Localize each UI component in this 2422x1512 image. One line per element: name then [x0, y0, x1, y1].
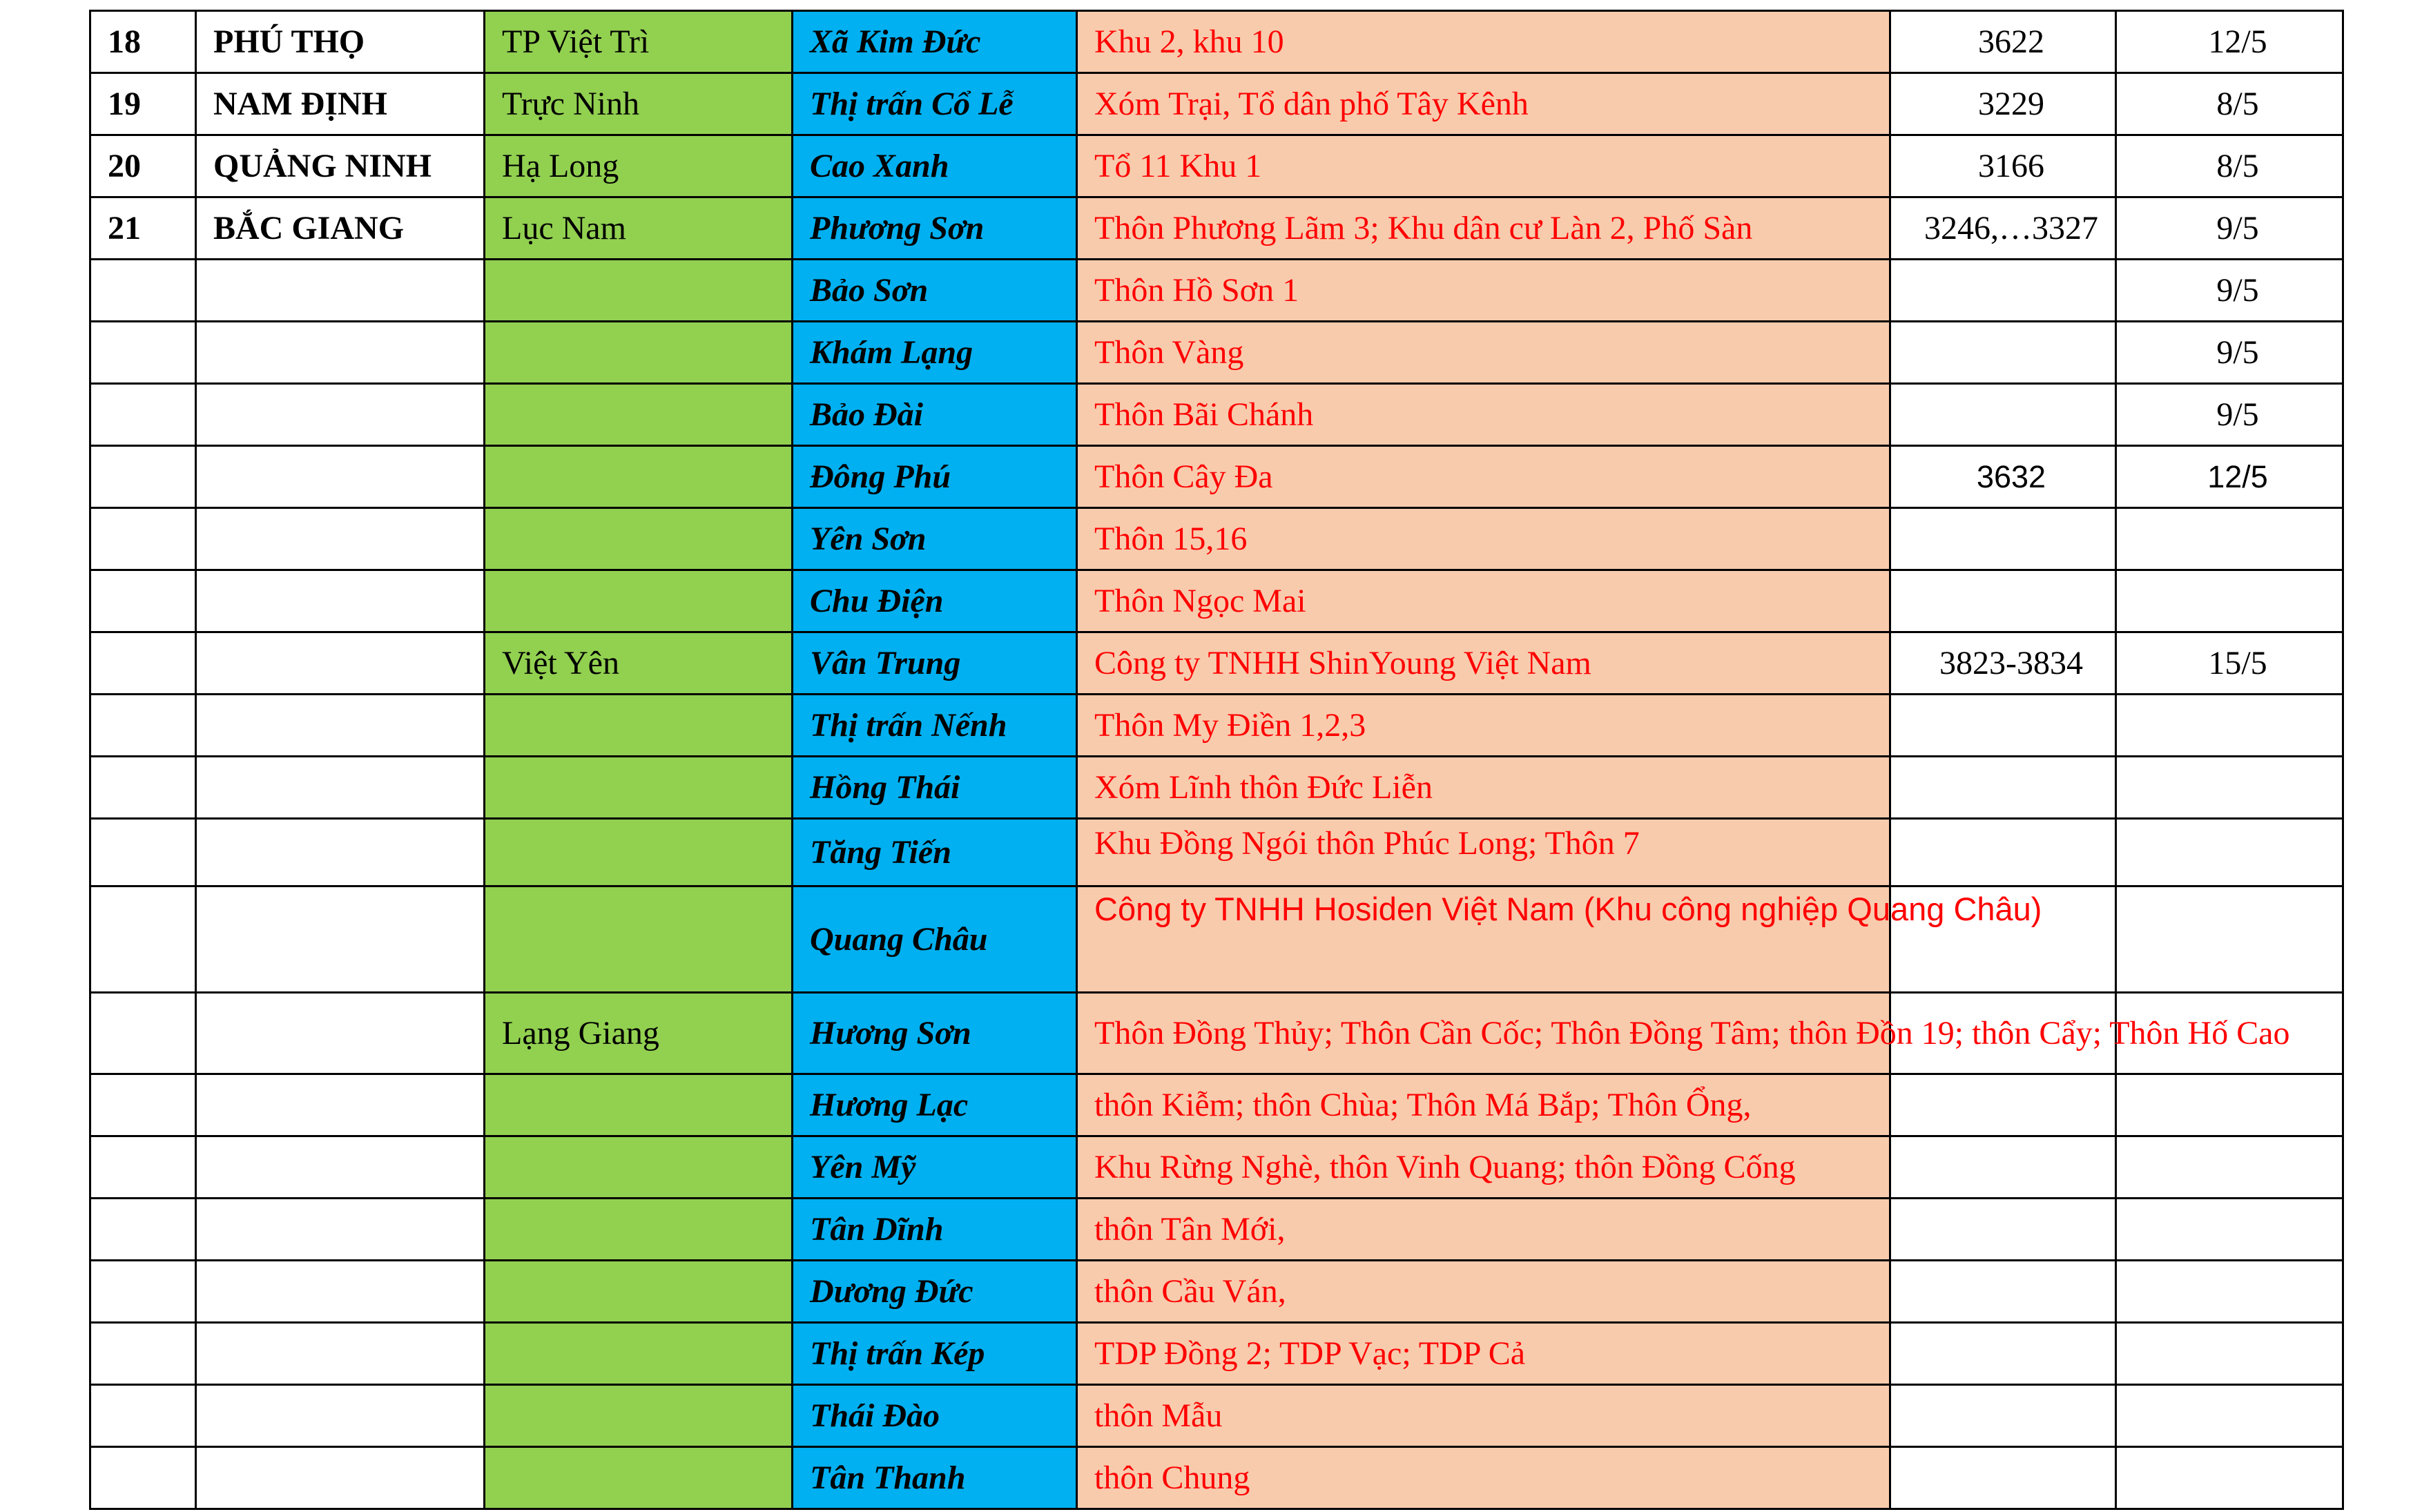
case-number-cell: 3632 — [1890, 446, 2116, 508]
date-cell — [2116, 1074, 2343, 1136]
area-cell: thôn Mẫu — [1077, 1385, 1890, 1447]
case-number-cell — [1890, 570, 2116, 632]
table-row — [90, 508, 2343, 570]
case-number-cell — [1890, 1136, 2116, 1199]
row-number — [90, 260, 196, 322]
district-cell: Việt Yên — [485, 632, 793, 695]
outbreak-locations-table — [89, 10, 2344, 1510]
province-cell — [196, 384, 485, 446]
province-cell — [196, 886, 485, 993]
district-cell: Trực Ninh — [485, 73, 793, 135]
table-row — [90, 632, 2343, 695]
province-cell: BẮC GIANG — [196, 197, 485, 260]
row-number — [90, 886, 196, 993]
district-cell: TP Việt Trì — [485, 11, 793, 73]
row-number: 18 — [90, 11, 196, 73]
district-cell — [485, 1074, 793, 1136]
area-cell: Thôn Đồng Thủy; Thôn Cần Cốc; Thôn Đồng Tâm; thôn Đồn 19; thôn Cẩy; Thôn Hố Cao — [1077, 993, 1890, 1074]
commune-cell: Thị trấn Nếnh — [793, 695, 1077, 757]
row-number: 21 — [90, 197, 196, 260]
commune-cell: Hồng Thái — [793, 757, 1077, 819]
table-row — [90, 1261, 2343, 1323]
area-cell: Khu Rừng Nghè, thôn Vinh Quang; thôn Đồng Cống — [1077, 1136, 1890, 1199]
date-cell — [2116, 819, 2343, 886]
area-cell: Xóm Trại, Tổ dân phố Tây Kênh — [1077, 73, 1890, 135]
case-number-cell — [1890, 260, 2116, 322]
commune-cell: Bảo Đài — [793, 384, 1077, 446]
area-cell: Xóm Lĩnh thôn Đức Liễn — [1077, 757, 1890, 819]
row-number — [90, 384, 196, 446]
district-cell — [485, 1323, 793, 1385]
table-row — [90, 384, 2343, 446]
case-number-cell: 3622 — [1890, 11, 2116, 73]
commune-cell: Dương Đức — [793, 1261, 1077, 1323]
area-cell: Khu 2, khu 10 — [1077, 11, 1890, 73]
area-cell: Thôn Cây Đa — [1077, 446, 1890, 508]
district-cell — [485, 508, 793, 570]
case-number-cell — [1890, 1074, 2116, 1136]
case-number-cell: 3166 — [1890, 135, 2116, 197]
area-cell: Thôn My Điền 1,2,3 — [1077, 695, 1890, 757]
area-cell: thôn Cầu Ván, — [1077, 1261, 1890, 1323]
table-row — [90, 322, 2343, 384]
row-number — [90, 446, 196, 508]
area-cell: Thôn 15,16 — [1077, 508, 1890, 570]
date-cell: 9/5 — [2116, 322, 2343, 384]
row-number — [90, 632, 196, 695]
area-cell: thôn Kiễm; thôn Chùa; Thôn Má Bắp; Thôn Ổng, — [1077, 1074, 1890, 1136]
district-cell — [485, 1199, 793, 1261]
row-number: 20 — [90, 135, 196, 197]
date-cell — [2116, 1385, 2343, 1447]
table-row — [90, 1447, 2343, 1509]
area-cell: thôn Tân Mới, — [1077, 1199, 1890, 1261]
date-cell: 8/5 — [2116, 73, 2343, 135]
row-number — [90, 322, 196, 384]
case-number-cell — [1890, 322, 2116, 384]
province-cell — [196, 446, 485, 508]
commune-cell: Hương Sơn — [793, 993, 1077, 1074]
case-number-cell — [1890, 695, 2116, 757]
case-number-cell — [1890, 384, 2116, 446]
district-cell: Lục Nam — [485, 197, 793, 260]
commune-cell: Phương Sơn — [793, 197, 1077, 260]
province-cell: NAM ĐỊNH — [196, 73, 485, 135]
district-cell: Hạ Long — [485, 135, 793, 197]
commune-cell: Cao Xanh — [793, 135, 1077, 197]
table-row — [90, 819, 2343, 886]
district-cell — [485, 384, 793, 446]
row-number — [90, 1447, 196, 1509]
district-cell — [485, 695, 793, 757]
district-cell — [485, 1385, 793, 1447]
province-cell — [196, 1199, 485, 1261]
commune-cell: Chu Điện — [793, 570, 1077, 632]
table-row — [90, 135, 2343, 197]
province-cell — [196, 508, 485, 570]
row-number — [90, 1199, 196, 1261]
row-number — [90, 695, 196, 757]
table-row — [90, 570, 2343, 632]
row-number — [90, 508, 196, 570]
area-cell: Tổ 11 Khu 1 — [1077, 135, 1890, 197]
commune-cell: Thị trấn Kép — [793, 1323, 1077, 1385]
row-number — [90, 1261, 196, 1323]
commune-cell: Khám Lạng — [793, 322, 1077, 384]
table-row — [90, 197, 2343, 260]
district-cell — [485, 322, 793, 384]
table-row — [90, 73, 2343, 135]
case-number-cell — [1890, 1261, 2116, 1323]
province-cell — [196, 322, 485, 384]
commune-cell: Xã Kim Đức — [793, 11, 1077, 73]
date-cell — [2116, 1323, 2343, 1385]
province-cell — [196, 993, 485, 1074]
row-number — [90, 570, 196, 632]
case-number-cell: 3246,…3327 — [1890, 197, 2116, 260]
area-cell: Công ty TNHH Hosiden Việt Nam (Khu công nghiệp Quang Châu) — [1077, 886, 1890, 993]
case-number-cell — [1890, 1199, 2116, 1261]
case-number-cell — [1890, 757, 2116, 819]
area-cell: Thôn Bãi Chánh — [1077, 384, 1890, 446]
province-cell — [196, 757, 485, 819]
province-cell — [196, 1447, 485, 1509]
commune-cell: Thị trấn Cổ Lễ — [793, 73, 1077, 135]
date-cell: 9/5 — [2116, 384, 2343, 446]
district-cell — [485, 757, 793, 819]
province-cell — [196, 1074, 485, 1136]
area-cell: Thôn Phương Lãm 3; Khu dân cư Làn 2, Phố Sàn — [1077, 197, 1890, 260]
row-number — [90, 1385, 196, 1447]
province-cell: PHÚ THỌ — [196, 11, 485, 73]
date-cell: 15/5 — [2116, 632, 2343, 695]
province-cell — [196, 695, 485, 757]
district-cell — [485, 1447, 793, 1509]
commune-cell: Quang Châu — [793, 886, 1077, 993]
date-cell: 12/5 — [2116, 446, 2343, 508]
commune-cell: Đông Phú — [793, 446, 1077, 508]
date-cell — [2116, 1261, 2343, 1323]
area-cell: Thôn Hồ Sơn 1 — [1077, 260, 1890, 322]
table-row — [90, 886, 2343, 993]
district-cell — [485, 886, 793, 993]
commune-cell: Tân Dĩnh — [793, 1199, 1077, 1261]
row-number — [90, 1323, 196, 1385]
date-cell: 12/5 — [2116, 11, 2343, 73]
table-row — [90, 1136, 2343, 1199]
table-row — [90, 11, 2343, 73]
table-row — [90, 1385, 2343, 1447]
table-row — [90, 1199, 2343, 1261]
area-cell: Thôn Vàng — [1077, 322, 1890, 384]
date-cell — [2116, 886, 2343, 993]
area-cell: Thôn Ngọc Mai — [1077, 570, 1890, 632]
row-number — [90, 1136, 196, 1199]
case-number-cell: 3823-3834 — [1890, 632, 2116, 695]
row-number — [90, 757, 196, 819]
date-cell — [2116, 1199, 2343, 1261]
commune-cell: Yên Mỹ — [793, 1136, 1077, 1199]
row-number: 19 — [90, 73, 196, 135]
row-number — [90, 819, 196, 886]
commune-cell: Vân Trung — [793, 632, 1077, 695]
area-cell: Công ty TNHH ShinYoung Việt Nam — [1077, 632, 1890, 695]
row-number — [90, 993, 196, 1074]
district-cell — [485, 1261, 793, 1323]
date-cell — [2116, 695, 2343, 757]
province-cell: QUẢNG NINH — [196, 135, 485, 197]
table-row — [90, 695, 2343, 757]
province-cell — [196, 570, 485, 632]
province-cell — [196, 1261, 485, 1323]
commune-cell: Bảo Sơn — [793, 260, 1077, 322]
case-number-cell — [1890, 1385, 2116, 1447]
date-cell — [2116, 1136, 2343, 1199]
case-number-cell — [1890, 819, 2116, 886]
table-row — [90, 993, 2343, 1074]
area-cell: thôn Chung — [1077, 1447, 1890, 1509]
province-cell — [196, 1136, 485, 1199]
date-cell — [2116, 570, 2343, 632]
date-cell: 9/5 — [2116, 197, 2343, 260]
date-cell: 9/5 — [2116, 260, 2343, 322]
district-cell: Lạng Giang — [485, 993, 793, 1074]
table-row — [90, 757, 2343, 819]
date-cell — [2116, 1447, 2343, 1509]
commune-cell: Hương Lạc — [793, 1074, 1077, 1136]
table-row — [90, 446, 2343, 508]
date-cell: 8/5 — [2116, 135, 2343, 197]
commune-cell: Yên Sơn — [793, 508, 1077, 570]
table-row — [90, 260, 2343, 322]
case-number-cell: 3229 — [1890, 73, 2116, 135]
province-cell — [196, 1323, 485, 1385]
province-cell — [196, 260, 485, 322]
area-cell: Khu Đồng Ngói thôn Phúc Long; Thôn 7 — [1077, 819, 1890, 886]
area-cell: TDP Đồng 2; TDP Vạc; TDP Cả — [1077, 1323, 1890, 1385]
district-cell — [485, 1136, 793, 1199]
commune-cell: Thái Đào — [793, 1385, 1077, 1447]
date-cell — [2116, 757, 2343, 819]
province-cell — [196, 819, 485, 886]
commune-cell: Tân Thanh — [793, 1447, 1077, 1509]
case-number-cell — [1890, 1447, 2116, 1509]
district-cell — [485, 260, 793, 322]
district-cell — [485, 446, 793, 508]
table-row — [90, 1323, 2343, 1385]
province-cell — [196, 1385, 485, 1447]
case-number-cell — [1890, 1323, 2116, 1385]
case-number-cell — [1890, 508, 2116, 570]
district-cell — [485, 570, 793, 632]
date-cell — [2116, 508, 2343, 570]
table-row — [90, 1074, 2343, 1136]
district-cell — [485, 819, 793, 886]
row-number — [90, 1074, 196, 1136]
province-cell — [196, 632, 485, 695]
commune-cell: Tăng Tiến — [793, 819, 1077, 886]
